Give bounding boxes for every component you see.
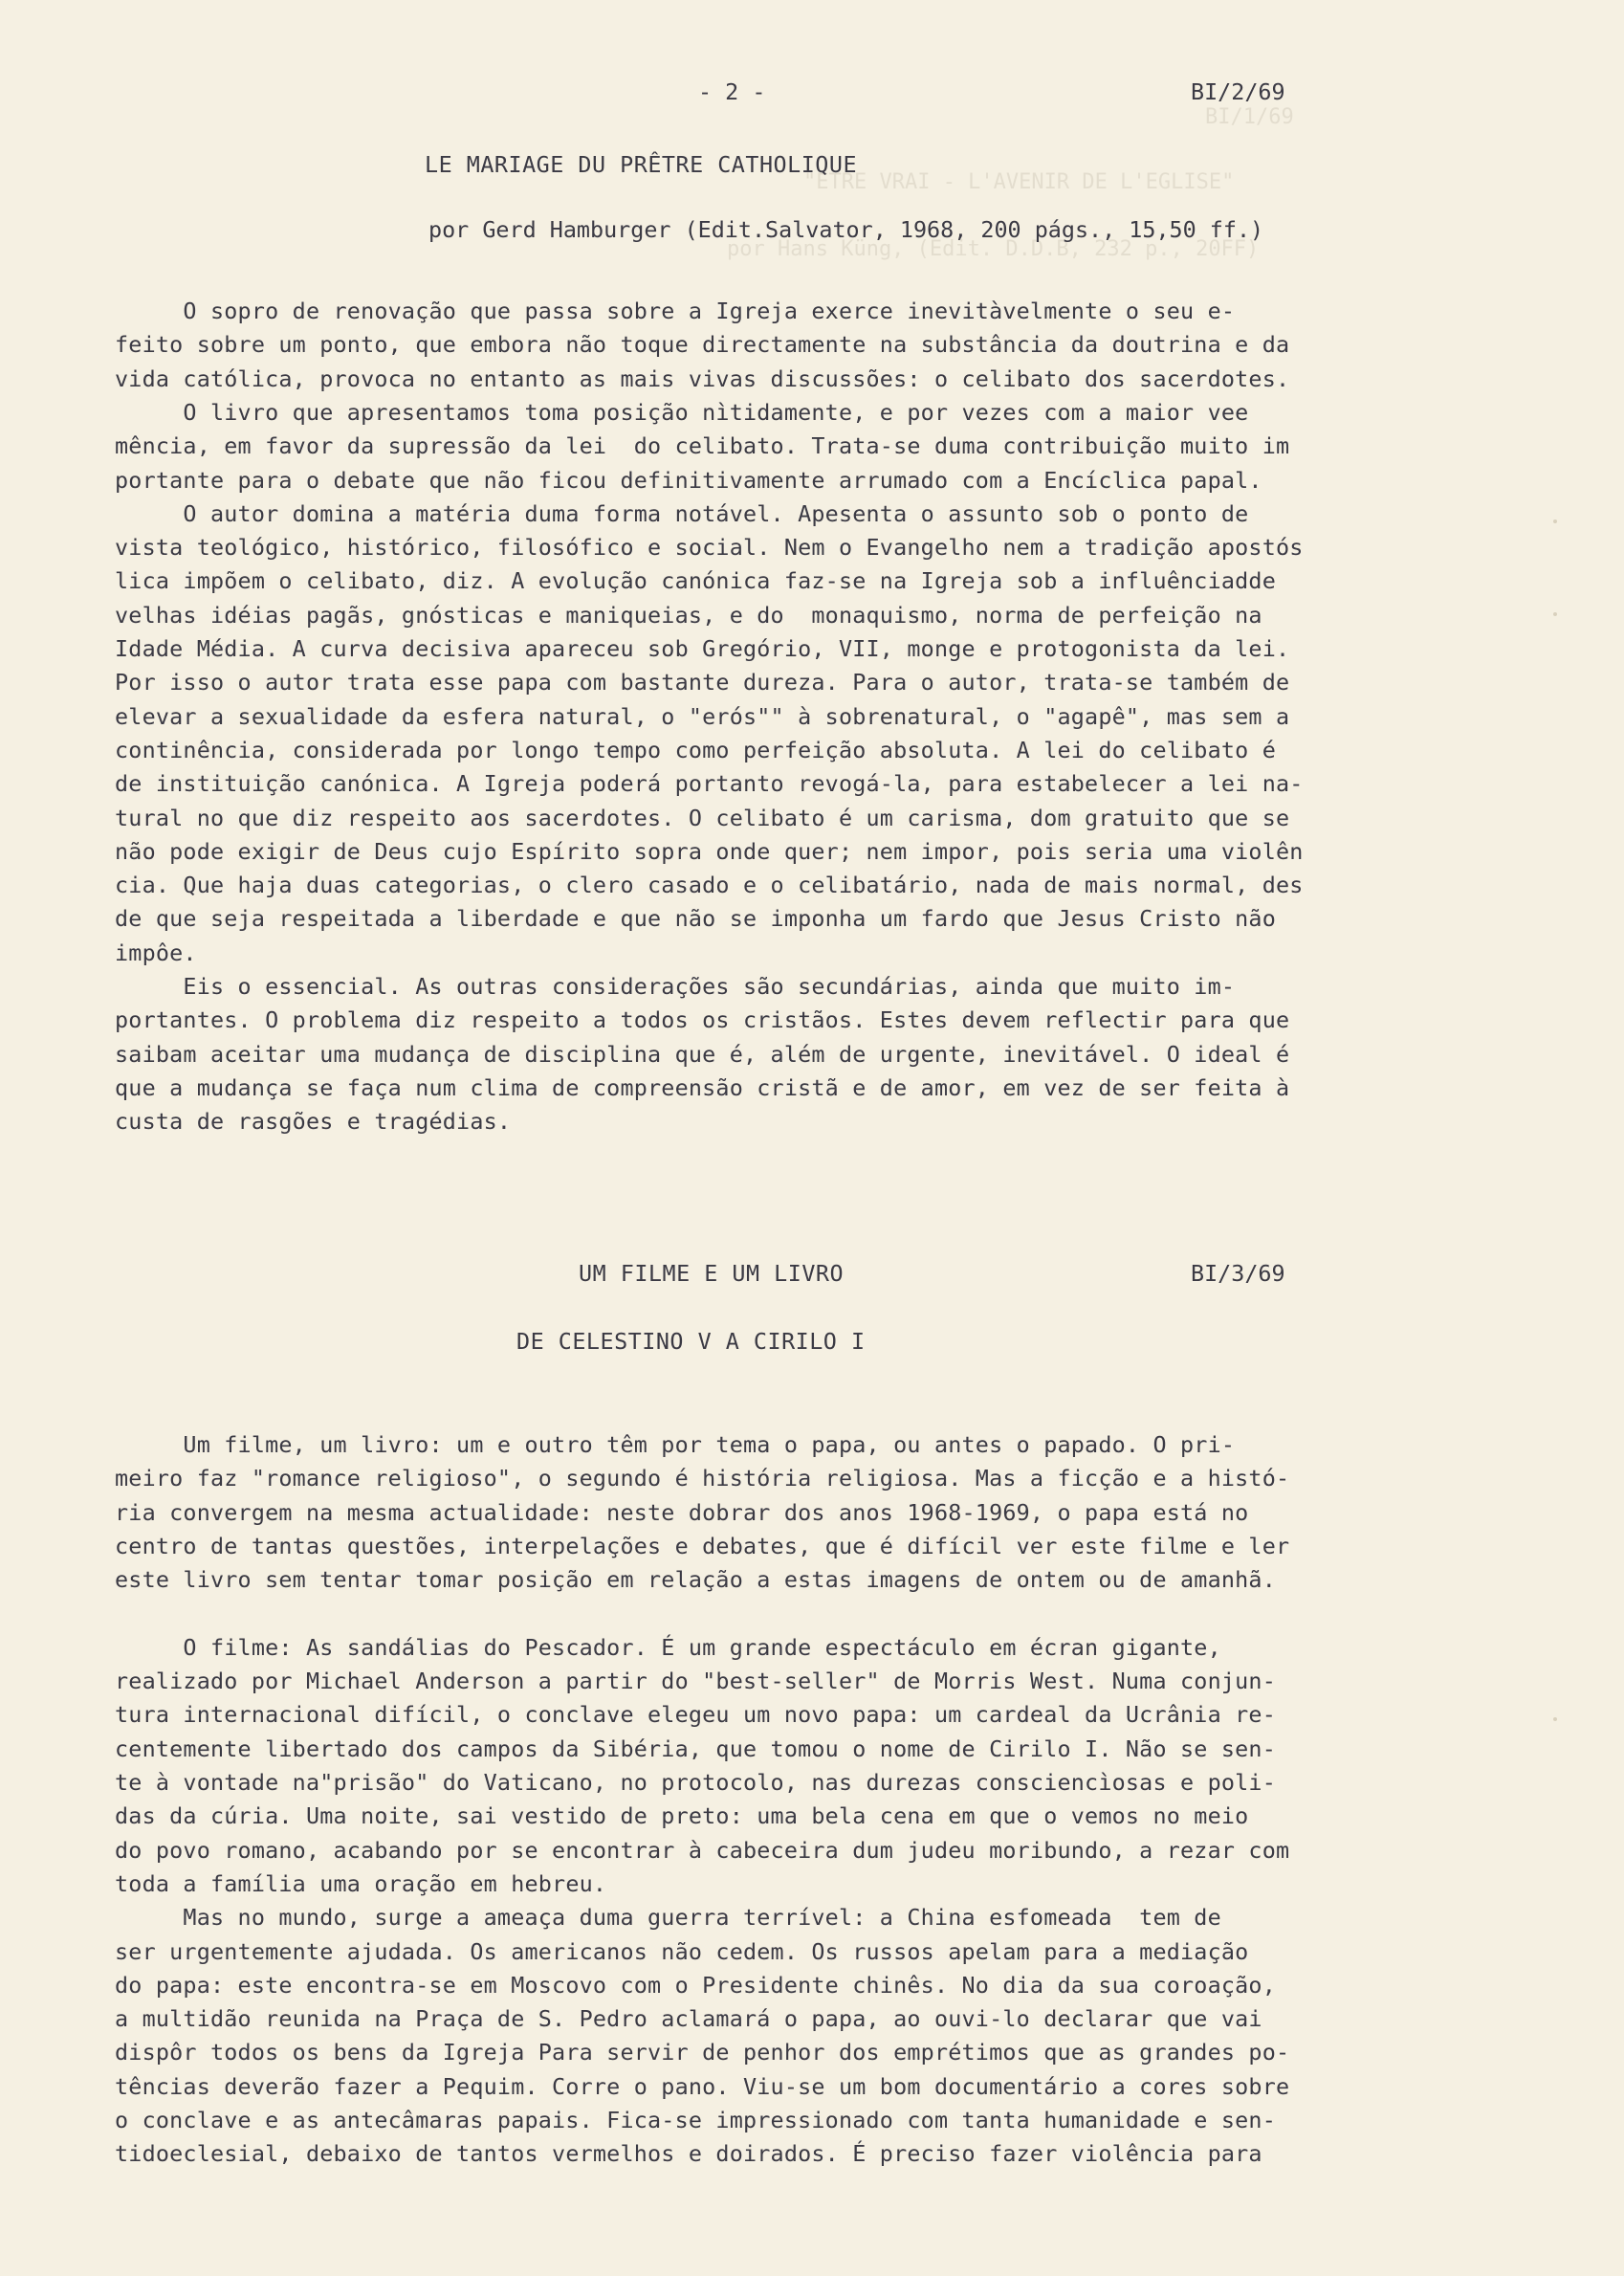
text-line: cia. Que haja duas categorias, o clero casado e o celibatário, nada de mais normal, des	[115, 872, 1304, 899]
bleed-through-shadow: BI/1/69	[1205, 105, 1294, 129]
binder-mark	[1553, 519, 1557, 523]
text-line: a multidão reunida na Praça de S. Pedro aclamará o papa, ao ouvi-lo declarar que vai	[115, 2005, 1262, 2033]
bleed-through-shadow: "ETRE VRAI - L'AVENIR DE L'EGLISE"	[803, 170, 1235, 194]
text-line: toda a família uma oração em hebreu.	[115, 1869, 607, 1897]
text-line: O livro que apresentamos toma posição nìtidamente, e por vezes com a maior vee	[115, 398, 1249, 426]
text-line: velhas idéias pagãs, gnósticas e maniqueias, e do monaquismo, norma de perfeição na	[115, 601, 1262, 629]
text-line: ria convergem na mesma actualidade: neste dobrar dos anos 1968-1969, o papa está no	[115, 1498, 1249, 1526]
text-line: vista teológico, histórico, filosófico e social. Nem o Evangelho nem a tradição apostós	[115, 534, 1304, 562]
text-line: impôe.	[115, 939, 197, 966]
text-line: saibam aceitar uma mudança de disciplina que é, além de urgente, inevitável. O ideal é	[115, 1040, 1290, 1068]
text-line: feito sobre um ponto, que embora não toque directamente na substância da doutrina e da	[115, 331, 1290, 359]
text-line: portantes. O problema diz respeito a todos os cristãos. Estes devem reflectir para que	[115, 1006, 1290, 1034]
binder-mark	[1553, 612, 1557, 616]
text-line: elevar a sexualidade da esfera natural, o "erós"" à sobrenatural, o "agapê", mas sem a	[115, 702, 1290, 730]
text-line: vida católica, provoca no entanto as mais vivas discussões: o celibato dos sacerdotes.	[115, 365, 1290, 392]
text-line: O sopro de renovação que passa sobre a Igreja exerce inevitàvelmente o seu e-	[115, 298, 1236, 324]
text-line: centro de tantas questões, interpelações e debates, que é difícil ver este filme e ler	[115, 1532, 1290, 1559]
text-line: tura internacional difícil, o conclave elegeu um novo papa: um cardeal da Ucrânia re-	[115, 1701, 1276, 1729]
article-byline: por Gerd Hamburger (Edit.Salvator, 1968, 200 págs., 15,50 ff.)	[428, 216, 1264, 243]
text-line: Mas no mundo, surge a ameaça duma guerra terrível: a China esfomeada tem de	[115, 1904, 1221, 1932]
text-line: centemente libertado dos campos da Sibéria, que tomou o nome de Cirilo I. Não se sen-	[115, 1735, 1276, 1762]
text-line: não pode exigir de Deus cujo Espírito sopra onde quer; nem impor, pois seria uma violên	[115, 837, 1304, 865]
text-line: Idade Média. A curva decisiva apareceu sob Gregório, VII, monge e protogonista da lei.	[115, 635, 1290, 662]
text-line	[115, 1598, 1406, 1630]
text-line: este livro sem tentar tomar posição em relação a estas imagens de ontem ou de amanhã.	[115, 1566, 1276, 1594]
text-line: tências deverão fazer a Pequim. Corre o pano. Viu-se um bom documentário a cores sobre	[115, 2072, 1290, 2100]
text-line: continência, considerada por longo tempo como perfeição absoluta. A lei do celibato é	[115, 736, 1276, 763]
text-line: portante para o debate que não ficou definitivamente arrumado com a Encíclica papal.	[115, 466, 1262, 494]
text-line: Por isso o autor trata esse papa com bastante dureza. Para o autor, trata-se também de	[115, 669, 1290, 696]
binder-mark	[1553, 1717, 1557, 1721]
section-subheading: DE CELESTINO V A CIRILO I	[516, 1328, 866, 1355]
text-line: de instituição canónica. A Igreja poderá portanto revogá-la, para estabelecer a lei na-	[115, 770, 1304, 798]
text-line: O autor domina a matéria duma forma notável. Apesenta o assunto sob o ponto de	[115, 499, 1249, 527]
article-title: LE MARIAGE DU PRÊTRE CATHOLIQUE	[425, 151, 858, 178]
text-line: mência, em favor da supressão da lei do celibato. Trata-se duma contribuição muito im	[115, 432, 1290, 460]
text-line: ser urgentemente ajudada. Os americanos não cedem. Os russos apelam para a mediação	[115, 1937, 1249, 1965]
text-line: tidoeclesial, debaixo de tantos vermelhos e doirados. É preciso fazer violência para	[115, 2140, 1262, 2168]
document-reference: BI/2/69	[1191, 78, 1285, 105]
text-line: O filme: As sandálias do Pescador. É um grande espectáculo em écran gigante,	[115, 1633, 1221, 1661]
text-line: que a mudança se faça num clima de compreensão cristã e de amor, em vez de ser feita à	[115, 1073, 1290, 1101]
text-line: de que seja respeitada a liberdade e que não se imponha um fardo que Jesus Cristo não	[115, 905, 1276, 933]
text-line: lica impõem o celibato, diz. A evolução canónica faz-se na Igreja sob a influênciadde	[115, 567, 1276, 595]
text-line: Eis o essencial. As outras considerações são secundárias, ainda que muito im-	[115, 973, 1236, 1000]
text-line: custa de rasgões e tragédias.	[115, 1108, 512, 1136]
text-line: Um filme, um livro: um e outro têm por tema o papa, ou antes o papado. O pri-	[115, 1431, 1236, 1458]
text-line: tural no que diz respeito aos sacerdotes. O celibato é um carisma, dom gratuito que se	[115, 804, 1290, 831]
bleed-through-shadow: por Hans Küng, (Edit. D.D.B, 232 p., 20FF)	[727, 237, 1260, 261]
text-line: das da cúria. Uma noite, sai vestido de preto: uma bela cena em que o vemos no meio	[115, 1802, 1249, 1830]
text-line: meiro faz "romance religioso", o segundo é história religiosa. Mas a ficção e a histó-	[115, 1465, 1290, 1492]
text-line: do papa: este encontra-se em Moscovo com o Presidente chinês. No dia da sua coroação,	[115, 1971, 1276, 1999]
text-line: o conclave e as antecâmaras papais. Fica-se impressionado com tanta humanidade e sen-	[115, 2107, 1276, 2133]
section-reference: BI/3/69	[1191, 1260, 1285, 1287]
page-number: - 2 -	[698, 78, 766, 105]
text-line: te à vontade na"prisão" do Vaticano, no protocolo, nas durezas consciencìosas e poli-	[115, 1769, 1276, 1796]
text-line: dispôr todos os bens da Igreja Para servir de penhor dos emprétimos que as grandes po-	[115, 2039, 1290, 2066]
section-heading: UM FILME E UM LIVRO	[579, 1260, 845, 1287]
text-line: realizado por Michael Anderson a partir do "best-seller" de Morris West. Numa conjun-	[115, 1668, 1276, 1695]
text-line: do povo romano, acabando por se encontrar à cabeceira dum judeu moribundo, a rezar com	[115, 1836, 1290, 1864]
